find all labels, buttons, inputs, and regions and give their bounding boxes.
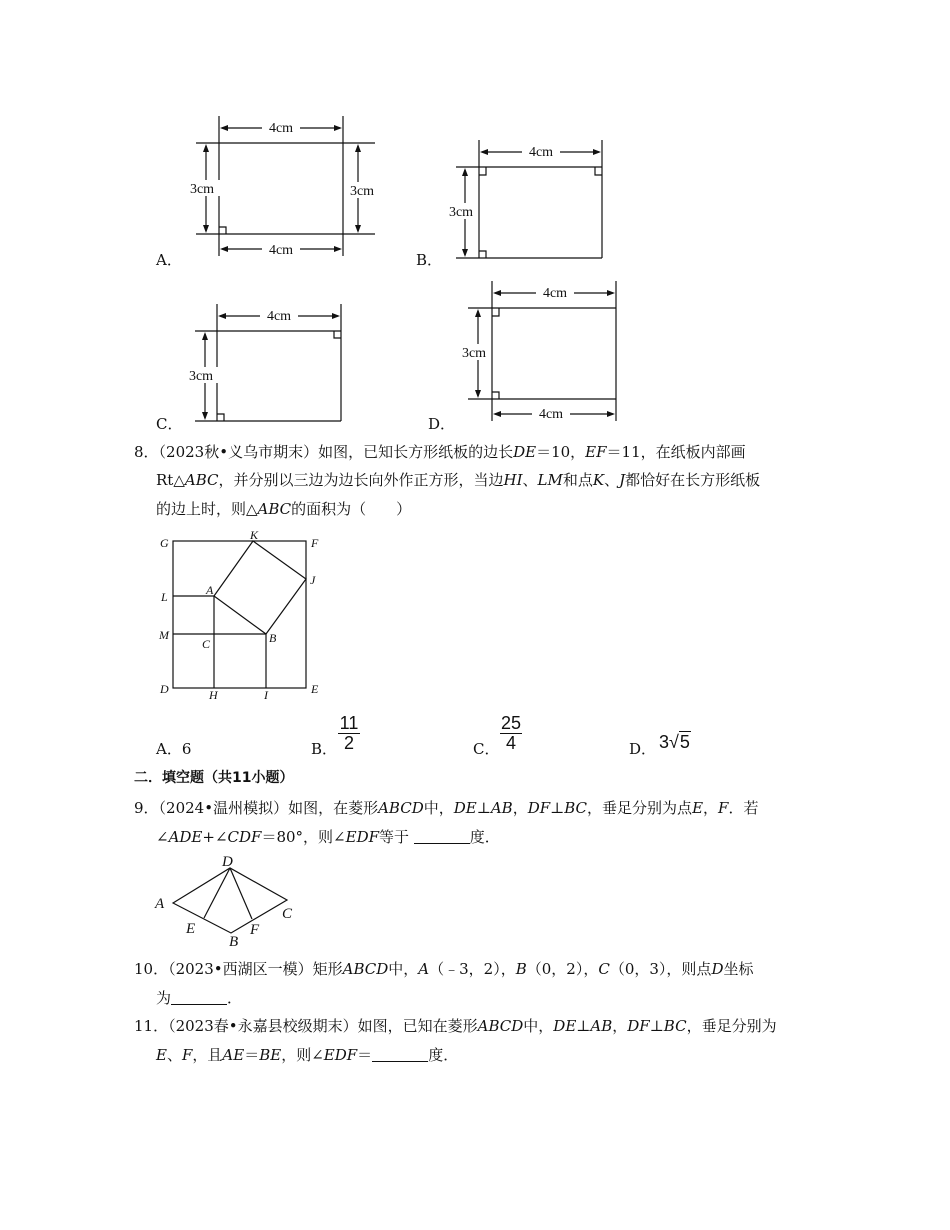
q11-source: （2023春•永嘉县校级期末） xyxy=(168,1017,358,1035)
label-g: G xyxy=(160,536,169,550)
label-c: C xyxy=(202,637,211,651)
q9-stem-line2: ∠ADE+∠CDF＝80°，则∠EDF等于 度． xyxy=(156,828,500,846)
label-d: D xyxy=(222,854,233,870)
q10-answer-blank[interactable] xyxy=(171,989,227,1005)
q10-number: 10． xyxy=(134,960,169,978)
q7-option-c[interactable]: C． xyxy=(156,415,183,433)
q8-source: （2023秋•义乌市期末） xyxy=(158,443,319,461)
label-m: M xyxy=(159,628,169,642)
q10-source: （2023•西湖区一模） xyxy=(168,960,313,978)
q8-option-b-fraction: 11 2 xyxy=(339,713,359,753)
q8-stem-line2: Rt△ABC，并分别以三边为边长向外作正方形，当边HI、LM和点K、J都恰好在长方形纸板 xyxy=(156,471,761,489)
label-f: F xyxy=(311,536,319,550)
q8-stem-line1: 8．（2023秋•义乌市期末）如图，已知长方形纸板的边长DE＝10，EF＝11，在纸板内部画 xyxy=(134,443,746,461)
label-f: F xyxy=(250,922,260,938)
q9-number: 9． xyxy=(134,799,159,817)
q10-stem-line1: 10．（2023•西湖区一模）矩形ABCD中，A（﹣3，2），B（0，2），C（0，3），则点D坐标 xyxy=(134,960,754,978)
height-label: 3cm xyxy=(448,205,474,220)
q8-number: 8． xyxy=(134,443,159,461)
q8-option-d-radical: 3√5 xyxy=(659,732,690,752)
q9-stem-line1: 9．（2024•温州模拟）如图，在菱形ABCD中，DE⊥AB，DF⊥BC，垂足分别为点E，F．若 xyxy=(134,799,759,817)
label-a: A xyxy=(155,896,165,912)
q9-source: （2024•温州模拟） xyxy=(158,799,289,817)
label-c: C xyxy=(282,906,293,922)
label-d: D xyxy=(160,682,169,696)
label-b: B xyxy=(269,631,277,645)
label-k: K xyxy=(250,528,259,542)
width-label-bottom: 4cm xyxy=(268,243,294,258)
section-title: 二．填空题（共11小题） xyxy=(134,770,294,786)
q8-option-a[interactable]: A．6 xyxy=(156,740,192,758)
height-label: 3cm xyxy=(461,346,487,361)
label-h: H xyxy=(209,688,218,702)
label-j: J xyxy=(310,573,316,587)
q8-option-b-label[interactable]: B． xyxy=(311,740,338,758)
label-i: I xyxy=(264,688,268,702)
q7-option-d[interactable]: D． xyxy=(428,415,456,433)
label-e: E xyxy=(186,921,196,937)
q11-answer-blank[interactable] xyxy=(372,1046,428,1062)
q11-stem-line1: 11．（2023春•永嘉县校级期末）如图，已知在菱形ABCD中，DE⊥AB，DF⊥BC，垂足分别为 xyxy=(134,1017,777,1035)
width-label-top: 4cm xyxy=(542,286,568,301)
width-label: 4cm xyxy=(266,309,292,324)
q8-option-c-fraction: 25 4 xyxy=(500,713,522,753)
q7-option-b[interactable]: B． xyxy=(416,251,443,269)
height-label-right: 3cm xyxy=(349,184,375,199)
q8-stem-line3: 的边上时，则△ABC的面积为（ ） xyxy=(156,500,412,518)
q11-stem-line2: E、F，且AE＝BE，则∠EDF＝ 度． xyxy=(156,1046,459,1064)
q8-option-c-label[interactable]: C． xyxy=(473,740,500,758)
label-a: A xyxy=(206,583,214,597)
width-label-bottom: 4cm xyxy=(538,407,564,422)
width-label-top: 4cm xyxy=(268,121,294,136)
q11-number: 11． xyxy=(134,1017,169,1035)
q10-stem-line2: 为 ． xyxy=(156,989,243,1007)
q8-option-d-label[interactable]: D． xyxy=(629,740,657,758)
height-label: 3cm xyxy=(188,369,214,384)
q7-option-a[interactable]: A． xyxy=(156,251,182,269)
width-label: 4cm xyxy=(528,145,554,160)
sqrt-symbol: √ xyxy=(669,732,679,752)
height-label-left: 3cm xyxy=(189,182,215,197)
label-l: L xyxy=(161,590,168,604)
label-b: B xyxy=(229,934,239,950)
label-e: E xyxy=(311,682,319,696)
